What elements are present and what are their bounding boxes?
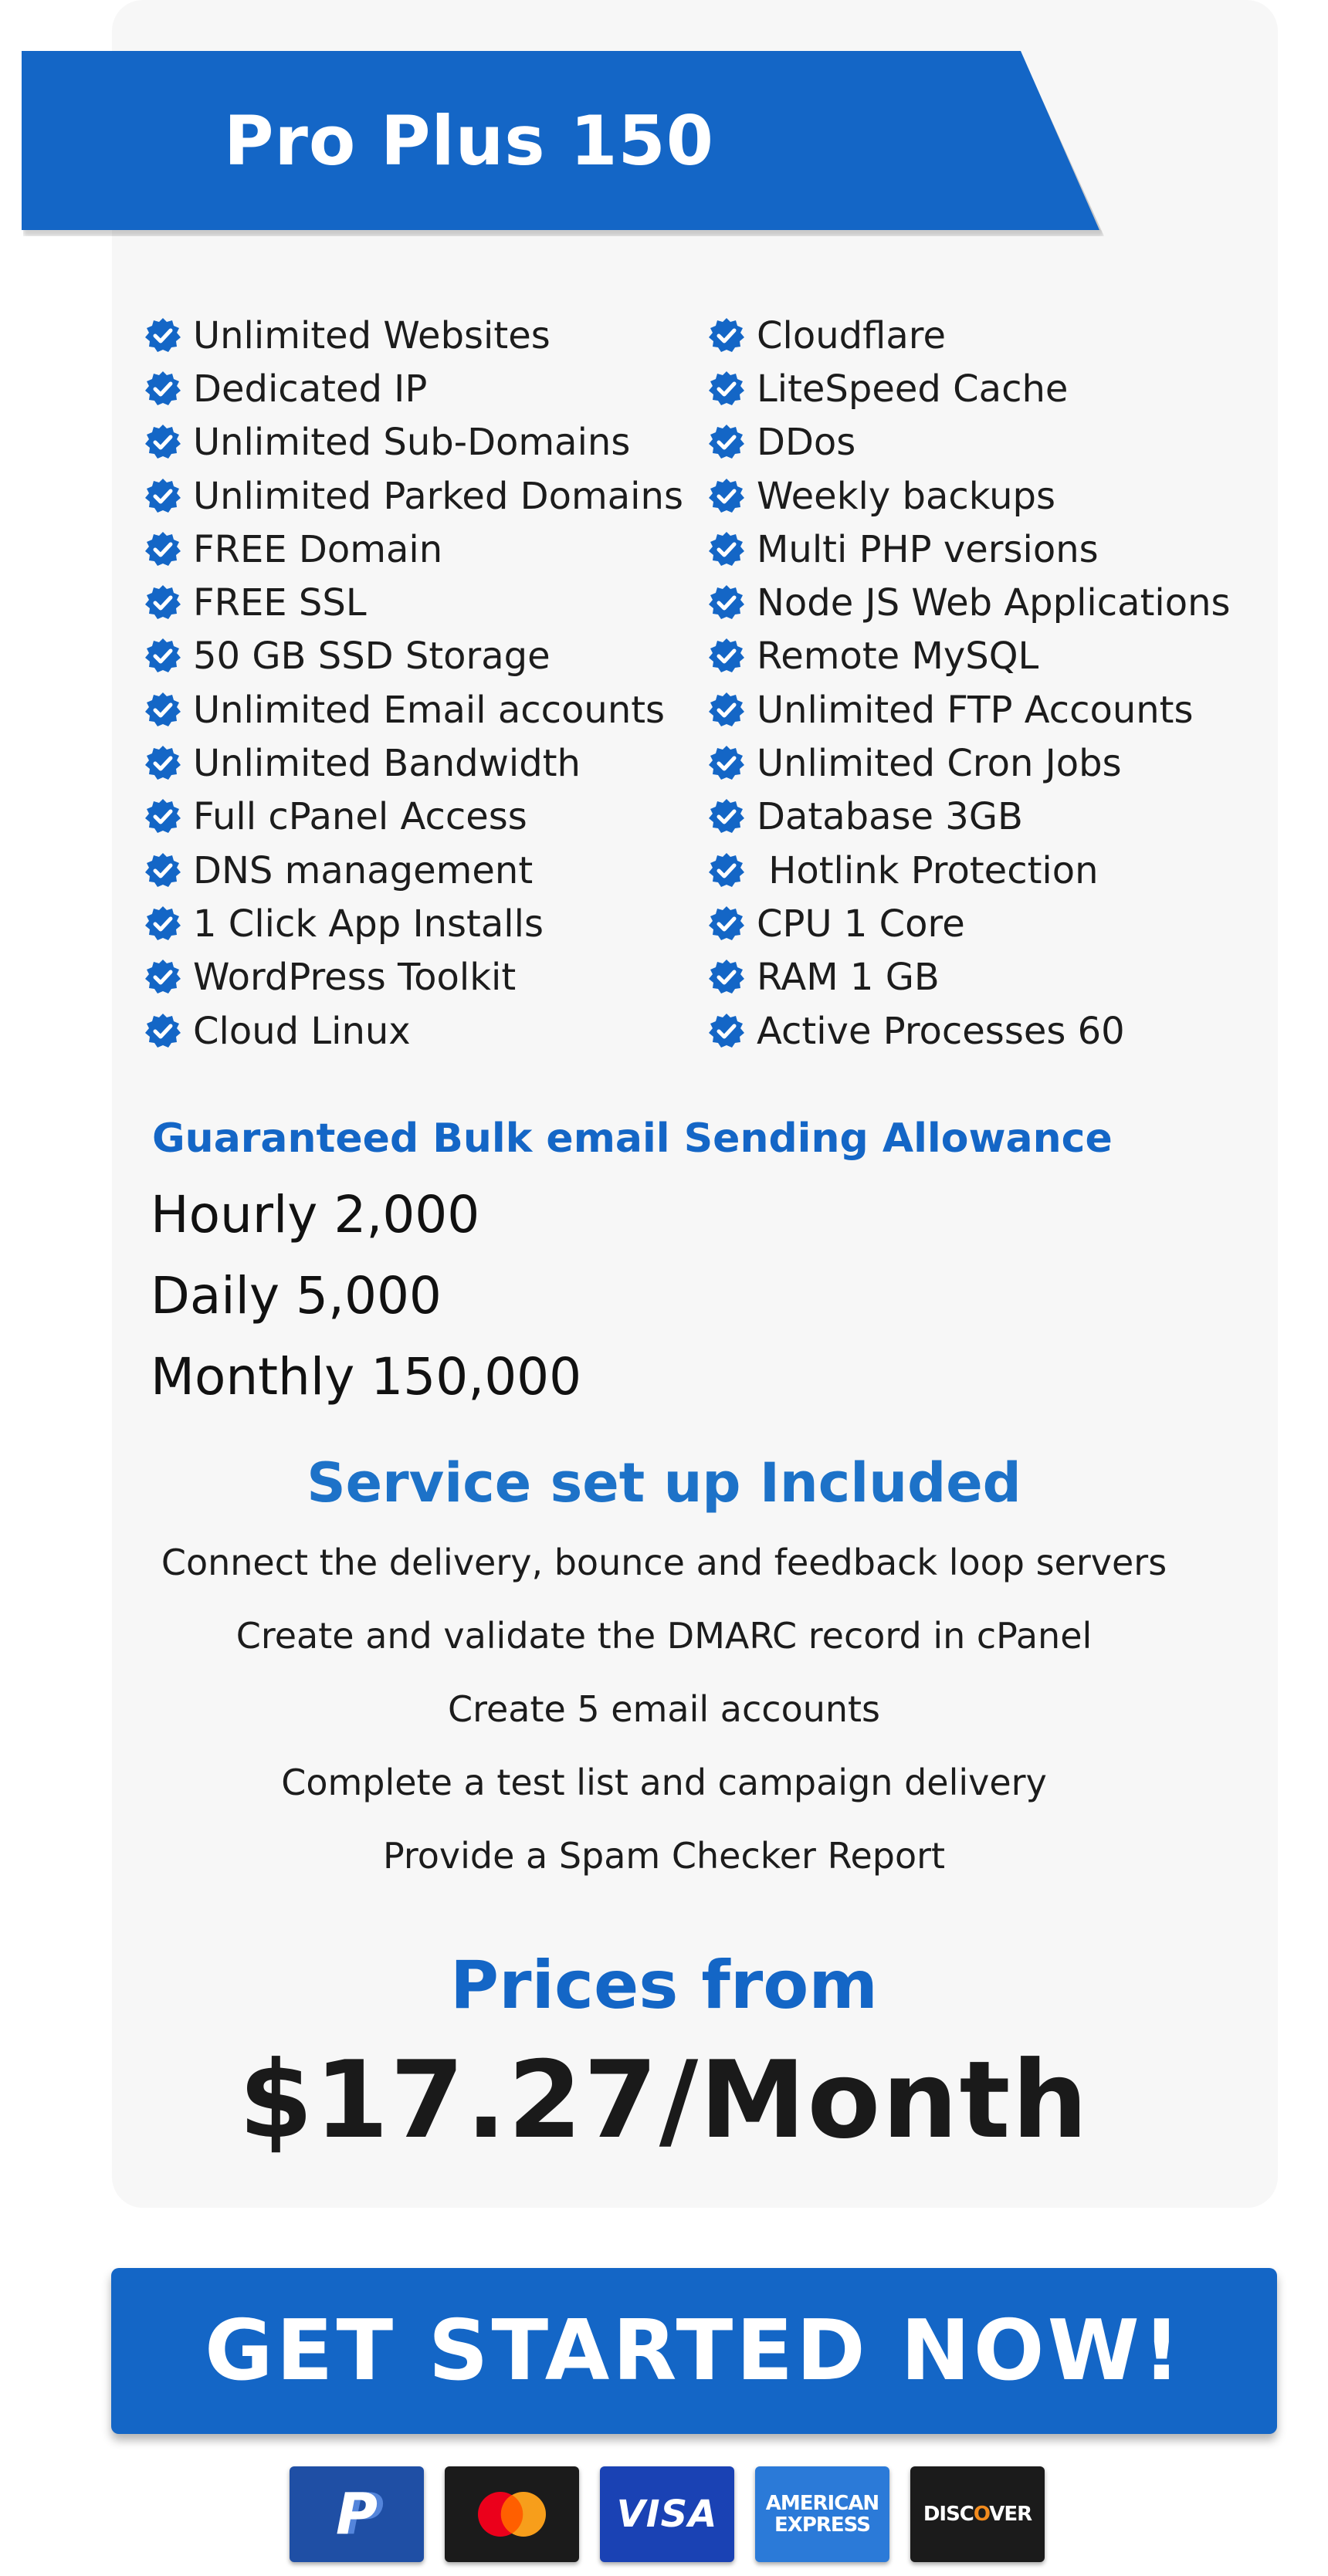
- feature-item: [707, 469, 1231, 523]
- feature-label: FREE SSL: [193, 581, 367, 625]
- feature-item: [144, 469, 683, 523]
- verified-check-icon: [707, 851, 746, 890]
- verified-check-icon: [144, 584, 182, 622]
- feature-item: [707, 790, 1231, 844]
- mastercard-icon: [445, 2466, 579, 2562]
- feature-label: Hotlink Protection: [757, 848, 1099, 892]
- service-title: Service set up Included: [307, 1451, 1021, 1515]
- discover-text-o: O: [973, 2503, 990, 2526]
- price-value: $17.27/Month: [239, 2038, 1089, 2162]
- feature-label: Active Processes 60: [757, 1009, 1125, 1053]
- feature-label: Full cPanel Access: [193, 795, 527, 839]
- visa-logo-text: VISA: [616, 2493, 718, 2536]
- feature-label: Database 3GB: [757, 795, 1023, 839]
- service-item: Provide a Spam Checker Report: [382, 1835, 946, 1877]
- amex-line-1: AMERICAN: [765, 2492, 879, 2515]
- features-list-right: [707, 309, 1231, 1058]
- feature-item: [144, 683, 683, 736]
- discover-logo-text: [923, 2503, 1032, 2526]
- feature-label: FREE Domain: [193, 527, 443, 571]
- feature-label: Weekly backups: [757, 474, 1055, 518]
- paypal-logo-letter: P: [335, 2481, 378, 2547]
- feature-item: [144, 416, 683, 469]
- feature-item: [707, 416, 1231, 469]
- verified-check-icon: [144, 477, 182, 516]
- feature-item: [144, 309, 683, 362]
- feature-label: CPU 1 Core: [757, 902, 965, 946]
- discover-text-b: VER: [989, 2503, 1032, 2526]
- feature-label: LiteSpeed Cache: [757, 367, 1069, 411]
- verified-check-icon: [144, 316, 182, 355]
- allowance-hourly: Hourly 2,000: [151, 1185, 480, 1244]
- verified-check-icon: [144, 744, 182, 783]
- feature-label: Node JS Web Applications: [757, 581, 1231, 625]
- verified-check-icon: [144, 958, 182, 997]
- feature-label: Dedicated IP: [193, 367, 428, 411]
- service-item: Create 5 email accounts: [447, 1688, 881, 1730]
- feature-item: [707, 1004, 1231, 1058]
- verified-check-icon: [707, 423, 746, 462]
- feature-label: Cloudflare: [757, 313, 946, 357]
- service-item: Create and validate the DMARC record in cPanel: [235, 1615, 1093, 1657]
- verified-check-icon: [144, 423, 182, 462]
- price-label: Prices from: [450, 1947, 878, 2024]
- features-list-left: [144, 309, 683, 1058]
- verified-check-icon: [707, 744, 746, 783]
- service-item: Connect the delivery, bounce and feedback loop servers: [161, 1542, 1167, 1583]
- verified-check-icon: [144, 637, 182, 675]
- feature-item: [707, 683, 1231, 736]
- feature-item: [144, 362, 683, 415]
- verified-check-icon: [144, 905, 182, 943]
- feature-item: [144, 736, 683, 790]
- verified-check-icon: [144, 851, 182, 890]
- service-item: Complete a test list and campaign delivery: [281, 1762, 1047, 1803]
- verified-check-icon: [707, 691, 746, 729]
- feature-item: [707, 309, 1231, 362]
- get-started-button[interactable]: GET STARTED NOW!: [111, 2268, 1277, 2434]
- feature-label: Multi PHP versions: [757, 527, 1099, 571]
- verified-check-icon: [144, 1012, 182, 1051]
- amex-line-2: EXPRESS: [774, 2513, 870, 2537]
- amex-logo-text: [766, 2493, 879, 2536]
- mastercard-circles-icon: [469, 2487, 554, 2541]
- feature-item: [144, 1004, 683, 1058]
- feature-label: Unlimited Parked Domains: [193, 474, 683, 518]
- discover-text-a: DISC: [923, 2503, 974, 2526]
- feature-label: Remote MySQL: [757, 635, 1039, 679]
- feature-item: [144, 790, 683, 844]
- feature-item: [707, 736, 1231, 790]
- feature-item: [144, 630, 683, 683]
- feature-label: Cloud Linux: [193, 1009, 411, 1053]
- verified-check-icon: [707, 584, 746, 622]
- discover-icon: [910, 2466, 1045, 2562]
- feature-label: 50 GB SSD Storage: [193, 635, 551, 679]
- verified-check-icon: [707, 958, 746, 997]
- feature-label: 1 Click App Installs: [193, 902, 544, 946]
- feature-item: [707, 630, 1231, 683]
- verified-check-icon: [144, 370, 182, 408]
- feature-item: [707, 362, 1231, 415]
- verified-check-icon: [144, 530, 182, 569]
- feature-item: [707, 897, 1231, 950]
- verified-check-icon: [144, 691, 182, 729]
- payment-methods: [290, 2466, 1045, 2562]
- verified-check-icon: [707, 797, 746, 836]
- verified-check-icon: [144, 797, 182, 836]
- feature-item: [144, 523, 683, 576]
- feature-label: Unlimited Email accounts: [193, 688, 666, 732]
- feature-item: [707, 523, 1231, 576]
- feature-label: RAM 1 GB: [757, 956, 940, 1000]
- verified-check-icon: [707, 530, 746, 569]
- verified-check-icon: [707, 477, 746, 516]
- feature-label: Unlimited Sub-Domains: [193, 421, 631, 465]
- paypal-icon: [290, 2466, 424, 2562]
- american-express-icon: [755, 2466, 889, 2562]
- feature-item: [144, 951, 683, 1004]
- verified-check-icon: [707, 316, 746, 355]
- verified-check-icon: [707, 1012, 746, 1051]
- feature-label: Unlimited Cron Jobs: [757, 742, 1122, 786]
- feature-label: DDos: [757, 421, 856, 465]
- allowance-daily: Daily 5,000: [151, 1266, 442, 1325]
- feature-item: [707, 844, 1231, 897]
- feature-label: WordPress Toolkit: [193, 956, 517, 1000]
- allowance-monthly: Monthly 150,000: [151, 1347, 582, 1406]
- feature-item: [144, 576, 683, 629]
- allowance-title: Guaranteed Bulk email Sending Allowance: [152, 1115, 1113, 1162]
- feature-label: Unlimited Websites: [193, 313, 551, 357]
- feature-item: [144, 844, 683, 897]
- visa-icon: [600, 2466, 734, 2562]
- plan-title: Pro Plus 150: [224, 101, 715, 181]
- feature-label: Unlimited FTP Accounts: [757, 688, 1194, 732]
- feature-item: [144, 897, 683, 950]
- verified-check-icon: [707, 370, 746, 408]
- feature-label: DNS management: [193, 848, 534, 892]
- feature-label: Unlimited Bandwidth: [193, 742, 581, 786]
- feature-item: [707, 951, 1231, 1004]
- verified-check-icon: [707, 637, 746, 675]
- feature-item: [707, 576, 1231, 629]
- verified-check-icon: [707, 905, 746, 943]
